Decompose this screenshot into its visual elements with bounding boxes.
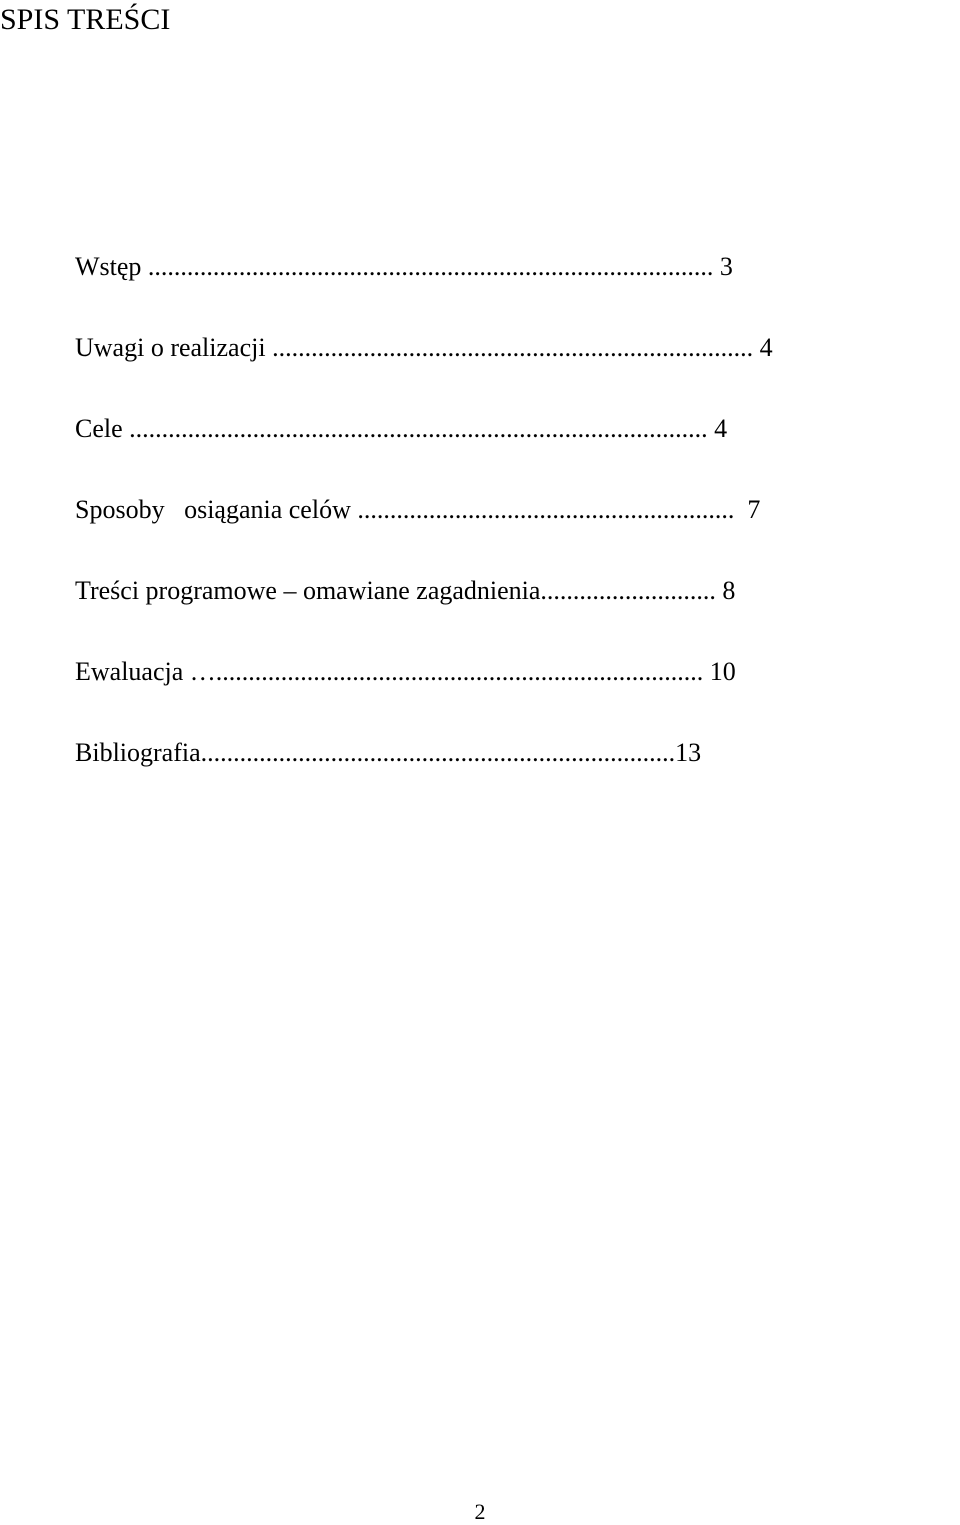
toc-entry-tresci — [75, 572, 960, 653]
toc-entry-ewaluacja — [75, 653, 960, 734]
toc-entry-text: Uwagi o realizacji .......................................................................... 4 — [75, 333, 773, 362]
toc-entry-text: Ewaluacja …........................................................................... 10 — [75, 657, 736, 686]
table-of-contents — [75, 248, 960, 815]
toc-entry-text: Sposoby osiągania celów .......................................................... 7 — [75, 495, 761, 524]
toc-entry-cele — [75, 410, 960, 491]
toc-entry-uwagi — [75, 329, 960, 410]
page-title: SPIS TREŚCI — [0, 3, 171, 36]
toc-entry-sposoby — [75, 491, 960, 572]
toc-entry-text: Treści programowe – omawiane zagadnienia........................... 8 — [75, 576, 736, 605]
toc-entry-text: Wstęp ....................................................................................... 3 — [75, 252, 733, 281]
toc-entry-bibliografia — [75, 734, 960, 815]
toc-entry-text: Cele ......................................................................................... 4 — [75, 414, 728, 443]
toc-entry-wstep — [75, 248, 960, 329]
toc-entry-text: Bibliografia.........................................................................13 — [75, 738, 702, 767]
page-number: 2 — [474, 1499, 486, 1524]
